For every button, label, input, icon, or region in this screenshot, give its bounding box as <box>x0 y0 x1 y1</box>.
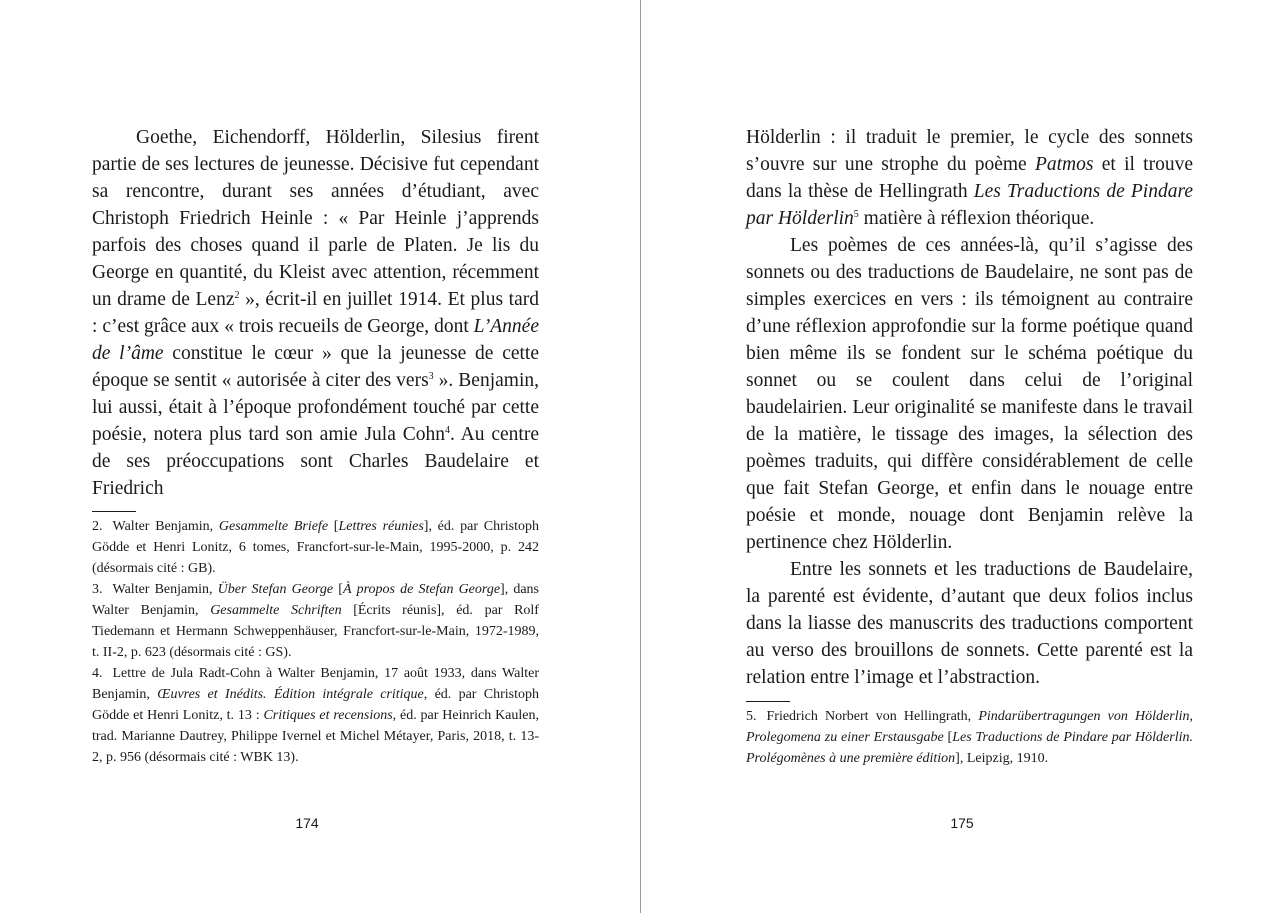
footnote-separator <box>92 511 136 512</box>
title-run: Critiques et recensions, <box>263 708 397 723</box>
title-annee-de-lame: L’Année de l’âme <box>92 316 539 364</box>
text-run: Friedrich Norbert von Hellingrath, <box>766 709 979 724</box>
title-patmos: Patmos <box>1034 154 1094 175</box>
footnote-4 <box>92 663 539 768</box>
text-run: Walter Benjamin, <box>112 519 219 534</box>
left-body-text <box>92 124 539 502</box>
title-run: Gesammelte Briefe <box>218 519 329 534</box>
title-run: Lettres réunies <box>338 519 424 534</box>
footnote-ref-2[interactable]: 2 <box>234 290 240 301</box>
footnote-ref-3[interactable]: 3 <box>428 371 434 382</box>
footnote-3 <box>92 579 539 663</box>
title-run: Pindarübertragungen von Hölderlin, Prolegomena zu einer Erstausgabe <box>746 709 1193 745</box>
text-run: matière à réflexion théorique. <box>858 208 1095 229</box>
title-run: Œuvres et Inédits. Édition intégrale critique <box>157 687 424 702</box>
footnote-number: 3. <box>92 582 103 597</box>
text-run: constitue le cœur » que la jeunesse de cette époque se sentit « autorisée à citer des vers <box>92 343 539 391</box>
footnote-ref-5[interactable]: 5 <box>853 209 859 220</box>
text-run: éd. par Heinrich Kaulen, trad. Marianne Dautrey, Philippe Ivernel et Michel Métayer, Paris, 2018, t. 13-2, p. 956 (désormais cité : WBK 13). <box>92 708 540 765</box>
title-run: Über Stefan George <box>217 582 334 597</box>
footnote-2 <box>92 516 539 579</box>
right-paragraph-2: Les poèmes de ces années-là, qu’il s’agisse des sonnets ou des traductions de Baudelaire, ne sont pas de simples exercices en vers : ils témoignent au contraire d’une réflexion approfondie sur la forme poétique quand bien même ils se fondent sur le schéma poétique du sonnet ou se coulent dans celui de l’original baudelairien. Leur originalité se manifeste dans le travail de la matière, le tissage des images, la sélection des poèmes traduits, qui diffère considérablement de celle que fait Stefan George, et enfin dans le nouage entre poésie et monde, nouage dont Benjamin relève la pertinence chez Hölderlin. <box>746 235 1193 553</box>
text-run: [ <box>328 519 339 534</box>
title-traductions-de-pindare: Les Traductions de Pindare par Hölderlin <box>746 181 1193 229</box>
book-gutter <box>640 0 641 913</box>
title-run: Gesammelte Schriften <box>210 603 342 618</box>
text-run: et il trouve dans la thèse de Hellingrath <box>746 154 1193 202</box>
left-footnotes <box>92 516 539 768</box>
page-number-right: 175 <box>950 815 974 831</box>
footnote-number: 4. <box>92 666 103 681</box>
text-run: ], dans Walter Benjamin, <box>92 582 539 618</box>
text-run: ], éd. par Christoph Gödde et Henri Lonitz, 6 tomes, Francfort-sur-le-Main, 1995-2000, p. 242 (désormais cité : GB). <box>92 519 539 576</box>
text-run: », écrit-il en juillet 1914. Et plus tard : c’est grâce aux « trois recueils de George, dont <box>92 289 539 337</box>
text-run: ». Benjamin, lui aussi, était à l’époque profondément touché par cette poésie, notera plus tard son amie Jula Cohn <box>92 370 539 445</box>
footnote-number: 2. <box>92 519 103 534</box>
page-number-left: 174 <box>295 815 319 831</box>
text-run: , éd. par Christoph Gödde et Henri Lonitz, t. 13 : <box>92 687 539 723</box>
text-run: ], Leipzig, 1910. <box>955 751 1049 766</box>
left-paragraph-1 <box>92 124 539 502</box>
text-run: Hölderlin : il traduit le premier, le cycle des sonnets s’ouvre sur une strophe du poème <box>746 127 1193 175</box>
text-run: Walter Benjamin, <box>112 582 218 597</box>
text-run: . Au centre de ses préoccupations sont Charles Baudelaire et Friedrich <box>92 424 540 499</box>
right-page <box>642 0 1282 913</box>
footnote-separator <box>746 701 790 702</box>
text-run: [ <box>943 730 953 745</box>
text-run: [Écrits réunis], éd. par Rolf Tiedemann et Hermann Schweppenhäuser, Francfort-sur-le-Main, 1972-1989, t. II-2, p. 623 (désormais cité : GS). <box>92 603 539 660</box>
text-run: [ <box>333 582 343 597</box>
right-body-text <box>746 124 1193 691</box>
right-paragraph-3: Entre les sonnets et les traductions de Baudelaire, la parenté est évidente, d’autant que deux folios inclus dans la liasse des manuscrits des traductions comportent au verso des brouillons de sonnets. Cette parenté est la relation entre l’image et l’abstraction. <box>746 559 1193 688</box>
text-run: Lettre de Jula Radt-Cohn à Walter Benjamin, 17 août 1933, dans Walter Benjamin, <box>92 666 539 702</box>
left-page <box>0 0 640 913</box>
footnote-5 <box>746 706 1193 769</box>
footnote-number: 5. <box>746 709 757 724</box>
right-paragraph-1 <box>746 124 1193 232</box>
text-run: Goethe, Eichendorff, Hölderlin, Silesius firent partie de ses lectures de jeunesse. Décisive fut cependant sa rencontre, durant ses années d’étudiant, avec Christoph Friedrich Heinle : « Par Heinle j’apprends parfois des choses quand il parle de Platen. Je lis du George en quantité, du Kleist avec attention, récemment un drame de Lenz <box>92 127 539 310</box>
right-footnotes <box>746 706 1193 769</box>
title-run: À propos de Stefan George <box>342 582 501 597</box>
footnote-ref-4[interactable]: 4 <box>445 425 450 436</box>
title-run: Les Traductions de Pindare par Hölderlin. Prolégomènes à une première édition <box>746 730 1193 766</box>
